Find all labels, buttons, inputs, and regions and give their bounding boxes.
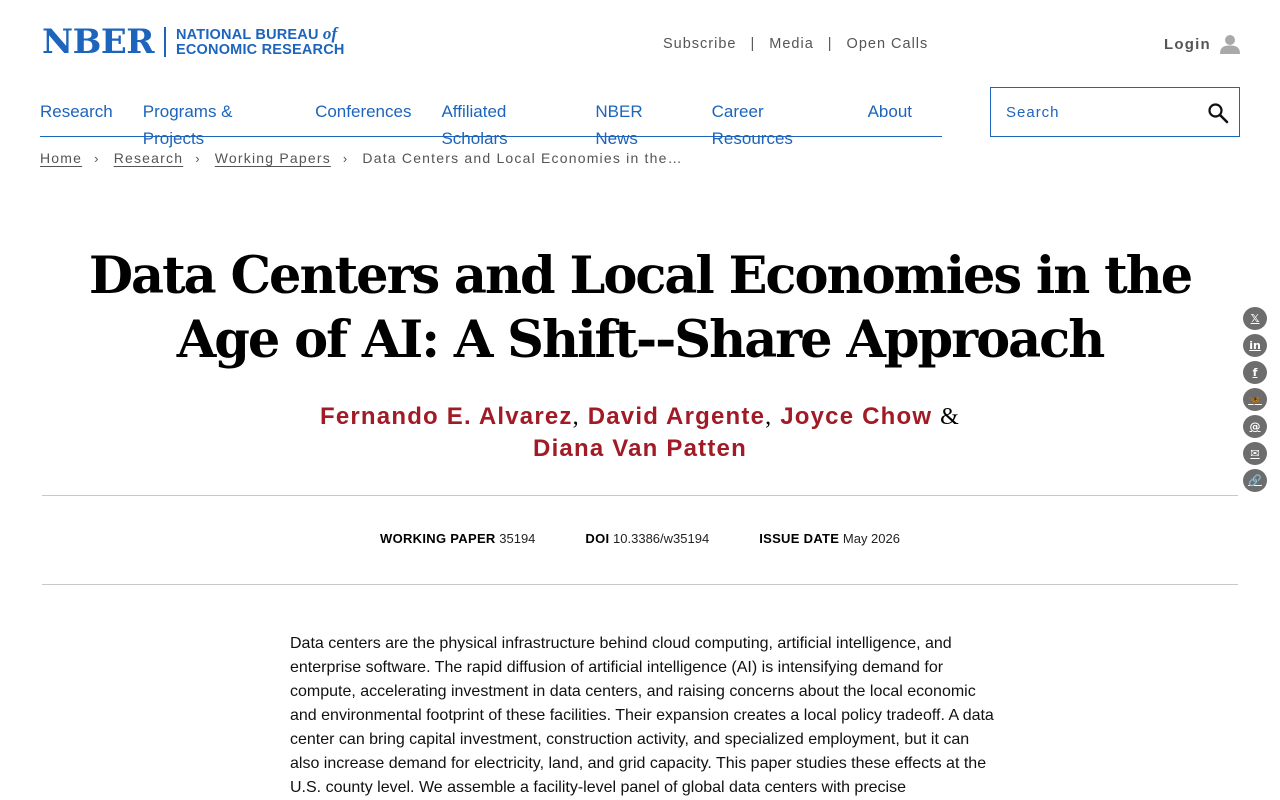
logo-line-2: ECONOMIC RESEARCH: [176, 42, 345, 58]
copy-link-icon[interactable]: 🔗: [1243, 469, 1267, 492]
issue-date: [759, 531, 900, 546]
facebook-icon[interactable]: f: [1243, 361, 1267, 384]
utility-nav: [663, 36, 928, 52]
paper-meta: [0, 531, 1280, 546]
login-label: Login: [1164, 35, 1211, 53]
user-icon: [1219, 33, 1241, 55]
logo-divider: [164, 27, 166, 57]
author-ampersand: &: [940, 404, 960, 430]
author-link[interactable]: Fernando E. Alvarez: [319, 403, 573, 430]
nav-research[interactable]: Research: [40, 102, 113, 121]
page-title: Data Centers and Local Economies in the Age of AI: A Shift--Share Approach: [88, 246, 1192, 370]
x-icon[interactable]: 𝕏: [1243, 307, 1267, 330]
breadcrumb: [40, 150, 683, 166]
subscribe-link[interactable]: Subscribe: [663, 36, 737, 52]
logo-line-1: NATIONAL BUREAU: [176, 27, 323, 43]
author-link[interactable]: Joyce Chow: [780, 403, 933, 430]
nav-nber-news[interactable]: NBER News: [595, 102, 643, 148]
search-box: [990, 87, 1240, 137]
author-separator: ,: [572, 404, 580, 430]
abstract-text: Data centers are the physical infrastructure behind cloud computing, artificial intelligence, and enterprise software. The rapid diffusion of artificial intelligence (AI) is intensifying demand for compute, accelerating investment in data centers, and raising concerns about the local economic and environmental footprint of these facilities. Their expansion creates a local policy tradeoff. A data center can bring capital investment, construction activity, and specialized employment, but it can also increase demand for electricity, land, and grid capacity. This paper studies these effects at the U.S. county level. We assemble a facility-level panel of global data centers with precise: [290, 635, 994, 796]
meta-label: ISSUE DATE: [759, 531, 840, 546]
linkedin-icon[interactable]: in: [1243, 334, 1267, 357]
open-calls-link[interactable]: Open Calls: [846, 36, 929, 52]
breadcrumb-working-papers[interactable]: Working Papers: [214, 150, 331, 166]
author-list: [200, 401, 1080, 464]
breadcrumb-current: Data Centers and Local Economies in the…: [362, 150, 683, 166]
email-icon[interactable]: ✉: [1243, 442, 1267, 465]
logo-wordmark: [176, 26, 345, 58]
author-link[interactable]: Diana Van Patten: [533, 435, 747, 462]
logo-of: of: [322, 24, 338, 43]
divider: [42, 495, 1238, 496]
chevron-right-icon: ›: [342, 150, 349, 166]
meta-value: May 2026: [842, 531, 900, 546]
utility-separator: |: [750, 36, 756, 52]
threads-icon[interactable]: @: [1243, 415, 1267, 438]
divider: [42, 584, 1238, 585]
meta-label: DOI: [585, 531, 610, 546]
chevron-right-icon: ›: [94, 150, 100, 166]
breadcrumb-home[interactable]: Home: [40, 150, 83, 166]
doi: [585, 531, 709, 546]
bluesky-icon[interactable]: 🦋: [1243, 388, 1267, 411]
nav-programs-projects[interactable]: Programs & Projects: [142, 102, 233, 148]
nav-conferences[interactable]: Conferences: [315, 102, 412, 121]
utility-separator: |: [827, 36, 833, 52]
nber-logo[interactable]: [42, 22, 345, 62]
search-input[interactable]: [991, 89, 1201, 135]
nav-career-resources[interactable]: Career Resources: [711, 102, 793, 148]
nav-affiliated-scholars[interactable]: Affiliated Scholars: [441, 102, 508, 148]
working-paper-number: [380, 531, 535, 546]
author-link[interactable]: David Argente: [587, 403, 766, 430]
main-nav: [40, 98, 942, 148]
social-share-rail: [1243, 307, 1267, 492]
meta-label: WORKING PAPER: [380, 531, 496, 546]
breadcrumb-research[interactable]: Research: [113, 150, 184, 166]
nav-about[interactable]: About: [867, 102, 913, 121]
chevron-right-icon: ›: [195, 150, 201, 166]
search-icon[interactable]: [1207, 102, 1229, 124]
meta-value: 10.3386/w35194: [613, 531, 710, 546]
meta-value: 35194: [499, 531, 536, 546]
author-separator: ,: [765, 404, 773, 430]
login-button[interactable]: [1164, 33, 1241, 55]
media-link[interactable]: Media: [769, 36, 814, 52]
logo-mark: NBER: [42, 22, 154, 62]
